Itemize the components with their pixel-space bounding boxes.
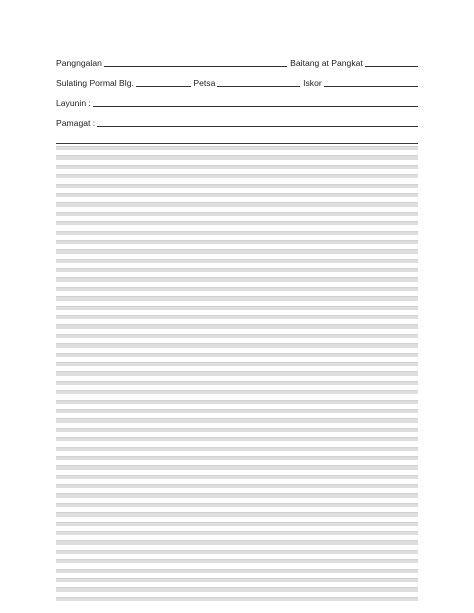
ruled-line xyxy=(56,418,418,422)
ruled-line xyxy=(56,465,418,469)
ruled-line xyxy=(56,324,418,328)
ruled-line xyxy=(56,343,418,347)
sulating-number-field[interactable] xyxy=(136,86,191,87)
sulating-label: Sulating Pormal Blg. xyxy=(56,78,134,88)
ruled-line xyxy=(56,287,418,291)
ruled-line xyxy=(56,578,418,582)
ruled-line xyxy=(56,277,418,281)
ruled-line xyxy=(56,597,418,601)
ruled-line xyxy=(56,212,418,216)
layunin-field[interactable] xyxy=(93,106,418,107)
petsa-field[interactable] xyxy=(217,86,300,87)
ruled-line xyxy=(56,540,418,544)
ruled-line xyxy=(56,550,418,554)
ruled-line xyxy=(56,306,418,310)
ruled-line xyxy=(56,493,418,497)
ruled-line xyxy=(56,587,418,591)
ruled-line xyxy=(56,522,418,526)
composition-row xyxy=(56,77,418,88)
ruled-line xyxy=(56,569,418,573)
pamagat-field[interactable] xyxy=(97,126,418,127)
petsa-label: Petsa xyxy=(193,78,216,88)
ruled-line xyxy=(56,240,418,244)
ruled-line xyxy=(56,475,418,479)
iskor-field[interactable] xyxy=(324,86,418,87)
iskor-label: Iskor xyxy=(303,78,322,88)
ruled-line xyxy=(56,249,418,253)
baitang-label: Baitang at Pangkat xyxy=(290,58,363,68)
pangngalan-field[interactable] xyxy=(104,66,287,67)
layunin-row xyxy=(56,97,418,108)
ruled-line xyxy=(56,428,418,432)
ruled-line xyxy=(56,155,418,159)
ruled-line xyxy=(56,315,418,319)
ruled-line xyxy=(56,409,418,413)
ruled-line xyxy=(56,221,418,225)
ruled-line xyxy=(56,362,418,366)
ruled-line xyxy=(56,165,418,169)
ruled-line xyxy=(56,437,418,441)
ruled-line xyxy=(56,400,418,404)
ruled-line xyxy=(56,202,418,206)
ruled-line xyxy=(56,381,418,385)
ruled-line xyxy=(56,531,418,535)
form-header xyxy=(56,57,418,128)
pamagat-label: Pamagat : xyxy=(56,118,96,128)
ruled-line xyxy=(56,503,418,507)
writing-area[interactable] xyxy=(56,146,418,556)
pamagat-row xyxy=(56,117,418,128)
ruled-line xyxy=(56,512,418,516)
ruled-line xyxy=(56,456,418,460)
ruled-line xyxy=(56,484,418,488)
ruled-line xyxy=(56,447,418,451)
pangngalan-label: Pangngalan xyxy=(56,58,102,68)
ruled-line xyxy=(56,390,418,394)
ruled-line xyxy=(56,259,418,263)
baitang-field[interactable] xyxy=(365,66,418,67)
ruled-line xyxy=(56,184,418,188)
ruled-line xyxy=(56,353,418,357)
ruled-line xyxy=(56,174,418,178)
ruled-line xyxy=(56,371,418,375)
ruled-line xyxy=(56,193,418,197)
ruled-line xyxy=(56,231,418,235)
layunin-label: Layunin : xyxy=(56,98,91,108)
name-grade-row xyxy=(56,57,418,68)
header-separator-line xyxy=(56,143,418,144)
ruled-line xyxy=(56,146,418,150)
ruled-line xyxy=(56,559,418,563)
ruled-line xyxy=(56,296,418,300)
ruled-line xyxy=(56,268,418,272)
ruled-line xyxy=(56,334,418,338)
